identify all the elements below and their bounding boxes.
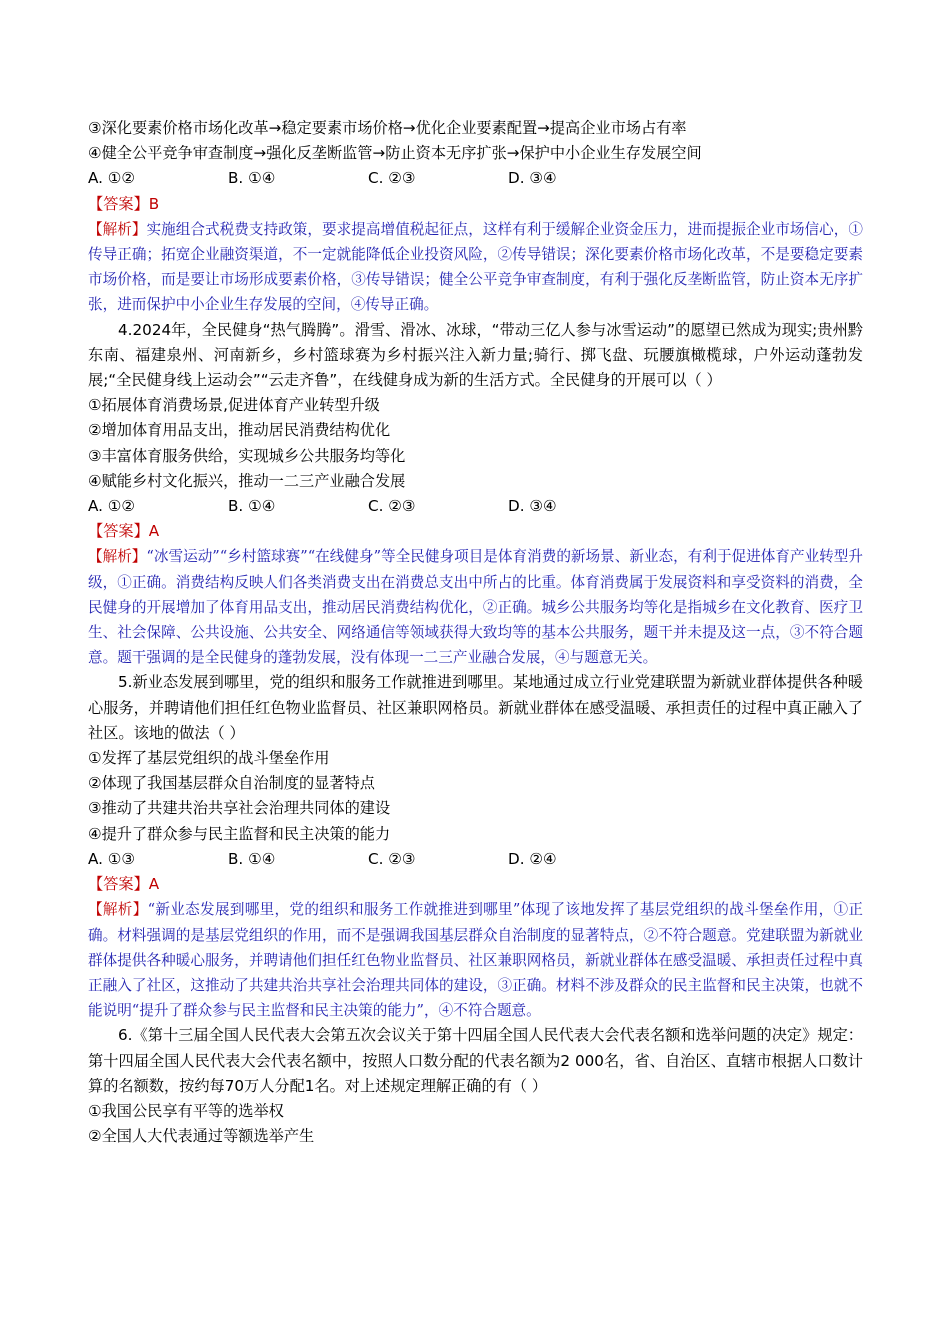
q3-option-3: ③深化要素价格市场化改革→稳定要素市场价格→优化企业要素配置→提高企业市场占有率 bbox=[88, 119, 687, 137]
q4-explanation bbox=[88, 544, 863, 670]
q3-choice-a: A. ①② bbox=[88, 169, 136, 188]
q5-option-2: ②体现了我国基层群众自治制度的显著特点 bbox=[88, 774, 375, 793]
q5-option-1: ①发挥了基层党组织的战斗堡垒作用 bbox=[88, 749, 330, 768]
q4-choices bbox=[88, 494, 863, 519]
q6-stem: 6.《第十三届全国人民代表大会第五次会议关于第十四届全国人民代表大会代表名额和选举问题的决定》规定：第十四届全国人民代表大会代表名额中，按照人口数分配的代表名额为2 000名，省、自治区、直辖市根据人口数计算的名额数，按约每70万人分配1名。对上述规定理解正确的有（ ） bbox=[88, 1026, 863, 1095]
q5-option-3: ③推动了共建共治共享社会治理共同体的建设 bbox=[88, 799, 391, 818]
q3-choices bbox=[88, 166, 863, 191]
q5-explanation-tag: 【解析】 bbox=[88, 901, 148, 919]
q5-stem: 5.新业态发展到哪里，党的组织和服务工作就推进到哪里。某地通过成立行业党建联盟为新就业群体提供各种暖心服务，并聘请他们担任红色物业监督员、社区兼职网格员。新就业群体在感受温暖、承担责任的过程中真正融入了社区。该地的做法（ ） bbox=[88, 673, 863, 742]
q4-choice-d: D. ③④ bbox=[508, 497, 557, 516]
q5-explanation bbox=[88, 897, 863, 1023]
q4-stem: 4.2024年，全民健身“热气腾腾”。滑雪、滑冰、冰球，“带动三亿人参与冰雪运动”的愿望已然成为现实;贵州黔东南、福建泉州、河南新乡，乡村篮球赛为乡村振兴注入新力量;骑行、掷飞盘、玩腰旗橄榄球，户外运动蓬勃发展;“全民健身线上运动会”“云走齐鲁”，在线健身成为新的生活方式。全民健身的开展可以（ ） bbox=[88, 320, 863, 390]
q3-choice-d: D. ③④ bbox=[508, 169, 557, 188]
q6-option-1: ①我国公民享有平等的选举权 bbox=[88, 1101, 284, 1120]
q4-choice-b: B. ①④ bbox=[228, 497, 276, 516]
q4-option-1: ①拓展体育消费场景,促进体育产业转型升级 bbox=[88, 396, 380, 415]
q5-option-4: ④提升了群众参与民主监督和民主决策的能力 bbox=[88, 824, 391, 843]
q4-option-2: ②增加体育用品支出，推动居民消费结构优化 bbox=[88, 421, 391, 440]
q4-option-4: ④赋能乡村文化振兴，推动一二三产业融合发展 bbox=[88, 471, 406, 490]
q5-choice-b: B. ①④ bbox=[228, 849, 276, 868]
q3-explanation-tag: 【解析】 bbox=[88, 220, 147, 238]
q4-choice-c: C. ②③ bbox=[368, 497, 416, 516]
q5-choices bbox=[88, 847, 863, 872]
q4-explanation-text: “冰雪运动”“乡村篮球赛”“在线健身”等全民健身项目是体育消费的新场景、新业态，有利于促进体育产业转型升级，①正确。消费结构反映人们各类消费支出在消费总支出中所占的比重。体育消费属于发展资料和享受资料的消费，全民健身的开展增加了体育用品支出，推动居民消费结构优化，②正确。城乡公共服务均等化是指城乡在文化教育、医疗卫生、社会保障、公共设施、公共安全、网络通信等领域获得大致均等的基本公共服务，题干并未提及这一点，③不符合题意。题干强调的是全民健身的蓬勃发展，没有体现一二三产业融合发展，④与题意无关。 bbox=[88, 548, 863, 667]
q3-explanation bbox=[88, 217, 863, 318]
q5-choice-a: A. ①③ bbox=[88, 849, 136, 868]
q4-option-3: ③丰富体育服务供给，实现城乡公共服务均等化 bbox=[88, 446, 406, 465]
q3-option-4: ④健全公平竞争审查制度→强化反垄断监管→防止资本无序扩张→保护中小企业生存发展空间 bbox=[88, 144, 702, 163]
q3-choice-b: B. ①④ bbox=[228, 169, 276, 188]
q3-answer: 【答案】B bbox=[88, 194, 160, 213]
q6-option-2: ②全国人大代表通过等额选举产生 bbox=[88, 1127, 315, 1146]
q5-choice-c: C. ②③ bbox=[368, 849, 416, 868]
q5-choice-d: D. ②④ bbox=[508, 849, 557, 868]
q3-explanation-text: 实施组合式税费支持政策，要求提高增值税起征点，这样有利于缓解企业资金压力，进而提振企业市场信心，①传导正确；拓宽企业融资渠道，不一定就能降低企业投资风险，②传导错误；深化要素价格市场化改革，不是要稳定要素市场价格，而是要让市场形成要素价格，③传导错误；健全公平竞争审查制度，有利于强化反垄断监管，防止资本无序扩张，进而保护中小企业生存发展的空间，④传导正确。 bbox=[88, 220, 863, 314]
q4-choice-a: A. ①② bbox=[88, 497, 136, 516]
q4-answer: 【答案】A bbox=[88, 522, 160, 541]
q5-explanation-text: “新业态发展到哪里，党的组织和服务工作就推进到哪里”体现了该地发挥了基层党组织的战斗堡垒作用，①正确。材料强调的是基层党组织的作用，而不是强调我国基层群众自治制度的显著特点，②不符合题意。党建联盟为新就业群体提供各种暖心服务，并聘请他们担任红色物业监督员、社区兼职网格员，新就业群体在感受温暖、承担责任过程中真正融入了社区，这推动了共建共治共享社会治理共同体的建设，③正确。材料不涉及群众的民主监督和民主决策，也就不能说明“提升了群众参与民主监督和民主决策的能力”，④不符合题意。 bbox=[88, 901, 863, 1020]
q5-answer: 【答案】A bbox=[88, 875, 160, 894]
q4-explanation-tag: 【解析】 bbox=[88, 548, 147, 566]
q3-choice-c: C. ②③ bbox=[368, 169, 416, 188]
document-page bbox=[88, 116, 863, 1149]
